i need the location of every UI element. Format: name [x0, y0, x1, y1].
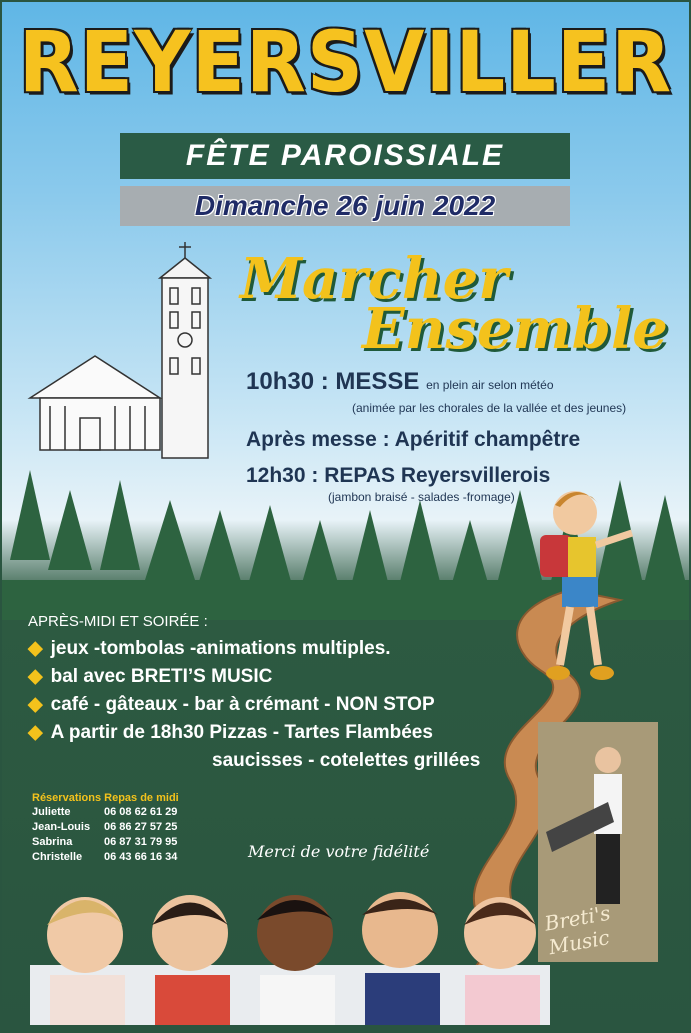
event-banner: FÊTE PAROISSIALE	[120, 133, 570, 179]
diamond-bullet-icon: ◆	[28, 694, 43, 715]
afternoon-heading: APRÈS-MIDI ET SOIRÉE :	[28, 613, 208, 630]
band-signature: Breti's Music	[542, 900, 613, 960]
diamond-bullet-icon: ◆	[28, 722, 43, 743]
hiker-boy-illustration	[480, 475, 640, 695]
activity-item: ◆ bal avec BRETI’S MUSIC	[28, 666, 273, 687]
diamond-bullet-icon: ◆	[28, 666, 43, 687]
messe-detail: en plein air selon météo	[426, 378, 554, 392]
children-photo	[30, 875, 550, 1025]
messe-note: (animée par les chorales de la vallée et des jeunes)	[352, 401, 627, 415]
activity-continuation: saucisses - cotelettes grillées	[212, 750, 481, 771]
activity-item: ◆ A partir de 18h30 Pizzas - Tartes Flambées	[28, 722, 433, 743]
theme-line-2: Ensemble	[362, 296, 668, 362]
thanks-text: Merci de votre fidélité	[248, 842, 430, 861]
repas-note: (jambon braisé - salades -fromage)	[328, 490, 515, 504]
event-date: Dimanche 26 juin 2022	[120, 186, 570, 226]
contact-row: Christelle 06 43 66 16 34	[32, 851, 178, 863]
messe-time: 10h30 : MESSE	[246, 368, 420, 395]
messe-line	[246, 368, 554, 396]
band-photo	[538, 722, 658, 962]
church-illustration	[10, 238, 250, 478]
contact-row: Sabrina 06 87 31 79 95	[32, 836, 178, 848]
apero-line: Après messe : Apéritif champêtre	[246, 428, 581, 451]
activity-item: ◆ jeux -tombolas -animations multiples.	[28, 638, 391, 659]
contact-row: Jean-Louis 06 86 27 57 25	[32, 821, 178, 833]
activity-item: ◆ café - gâteaux - bar à crémant - NON STOP	[28, 694, 435, 715]
theme-line-1: Marcher	[240, 246, 508, 312]
village-title: REYERSVILLER	[18, 14, 673, 112]
diamond-bullet-icon: ◆	[28, 638, 43, 659]
contact-row: Juliette 06 08 62 61 29	[32, 806, 178, 818]
repas-line: 12h30 : REPAS Reyersvillerois	[246, 464, 551, 487]
reservations-title: Réservations Repas de midi	[32, 792, 179, 804]
